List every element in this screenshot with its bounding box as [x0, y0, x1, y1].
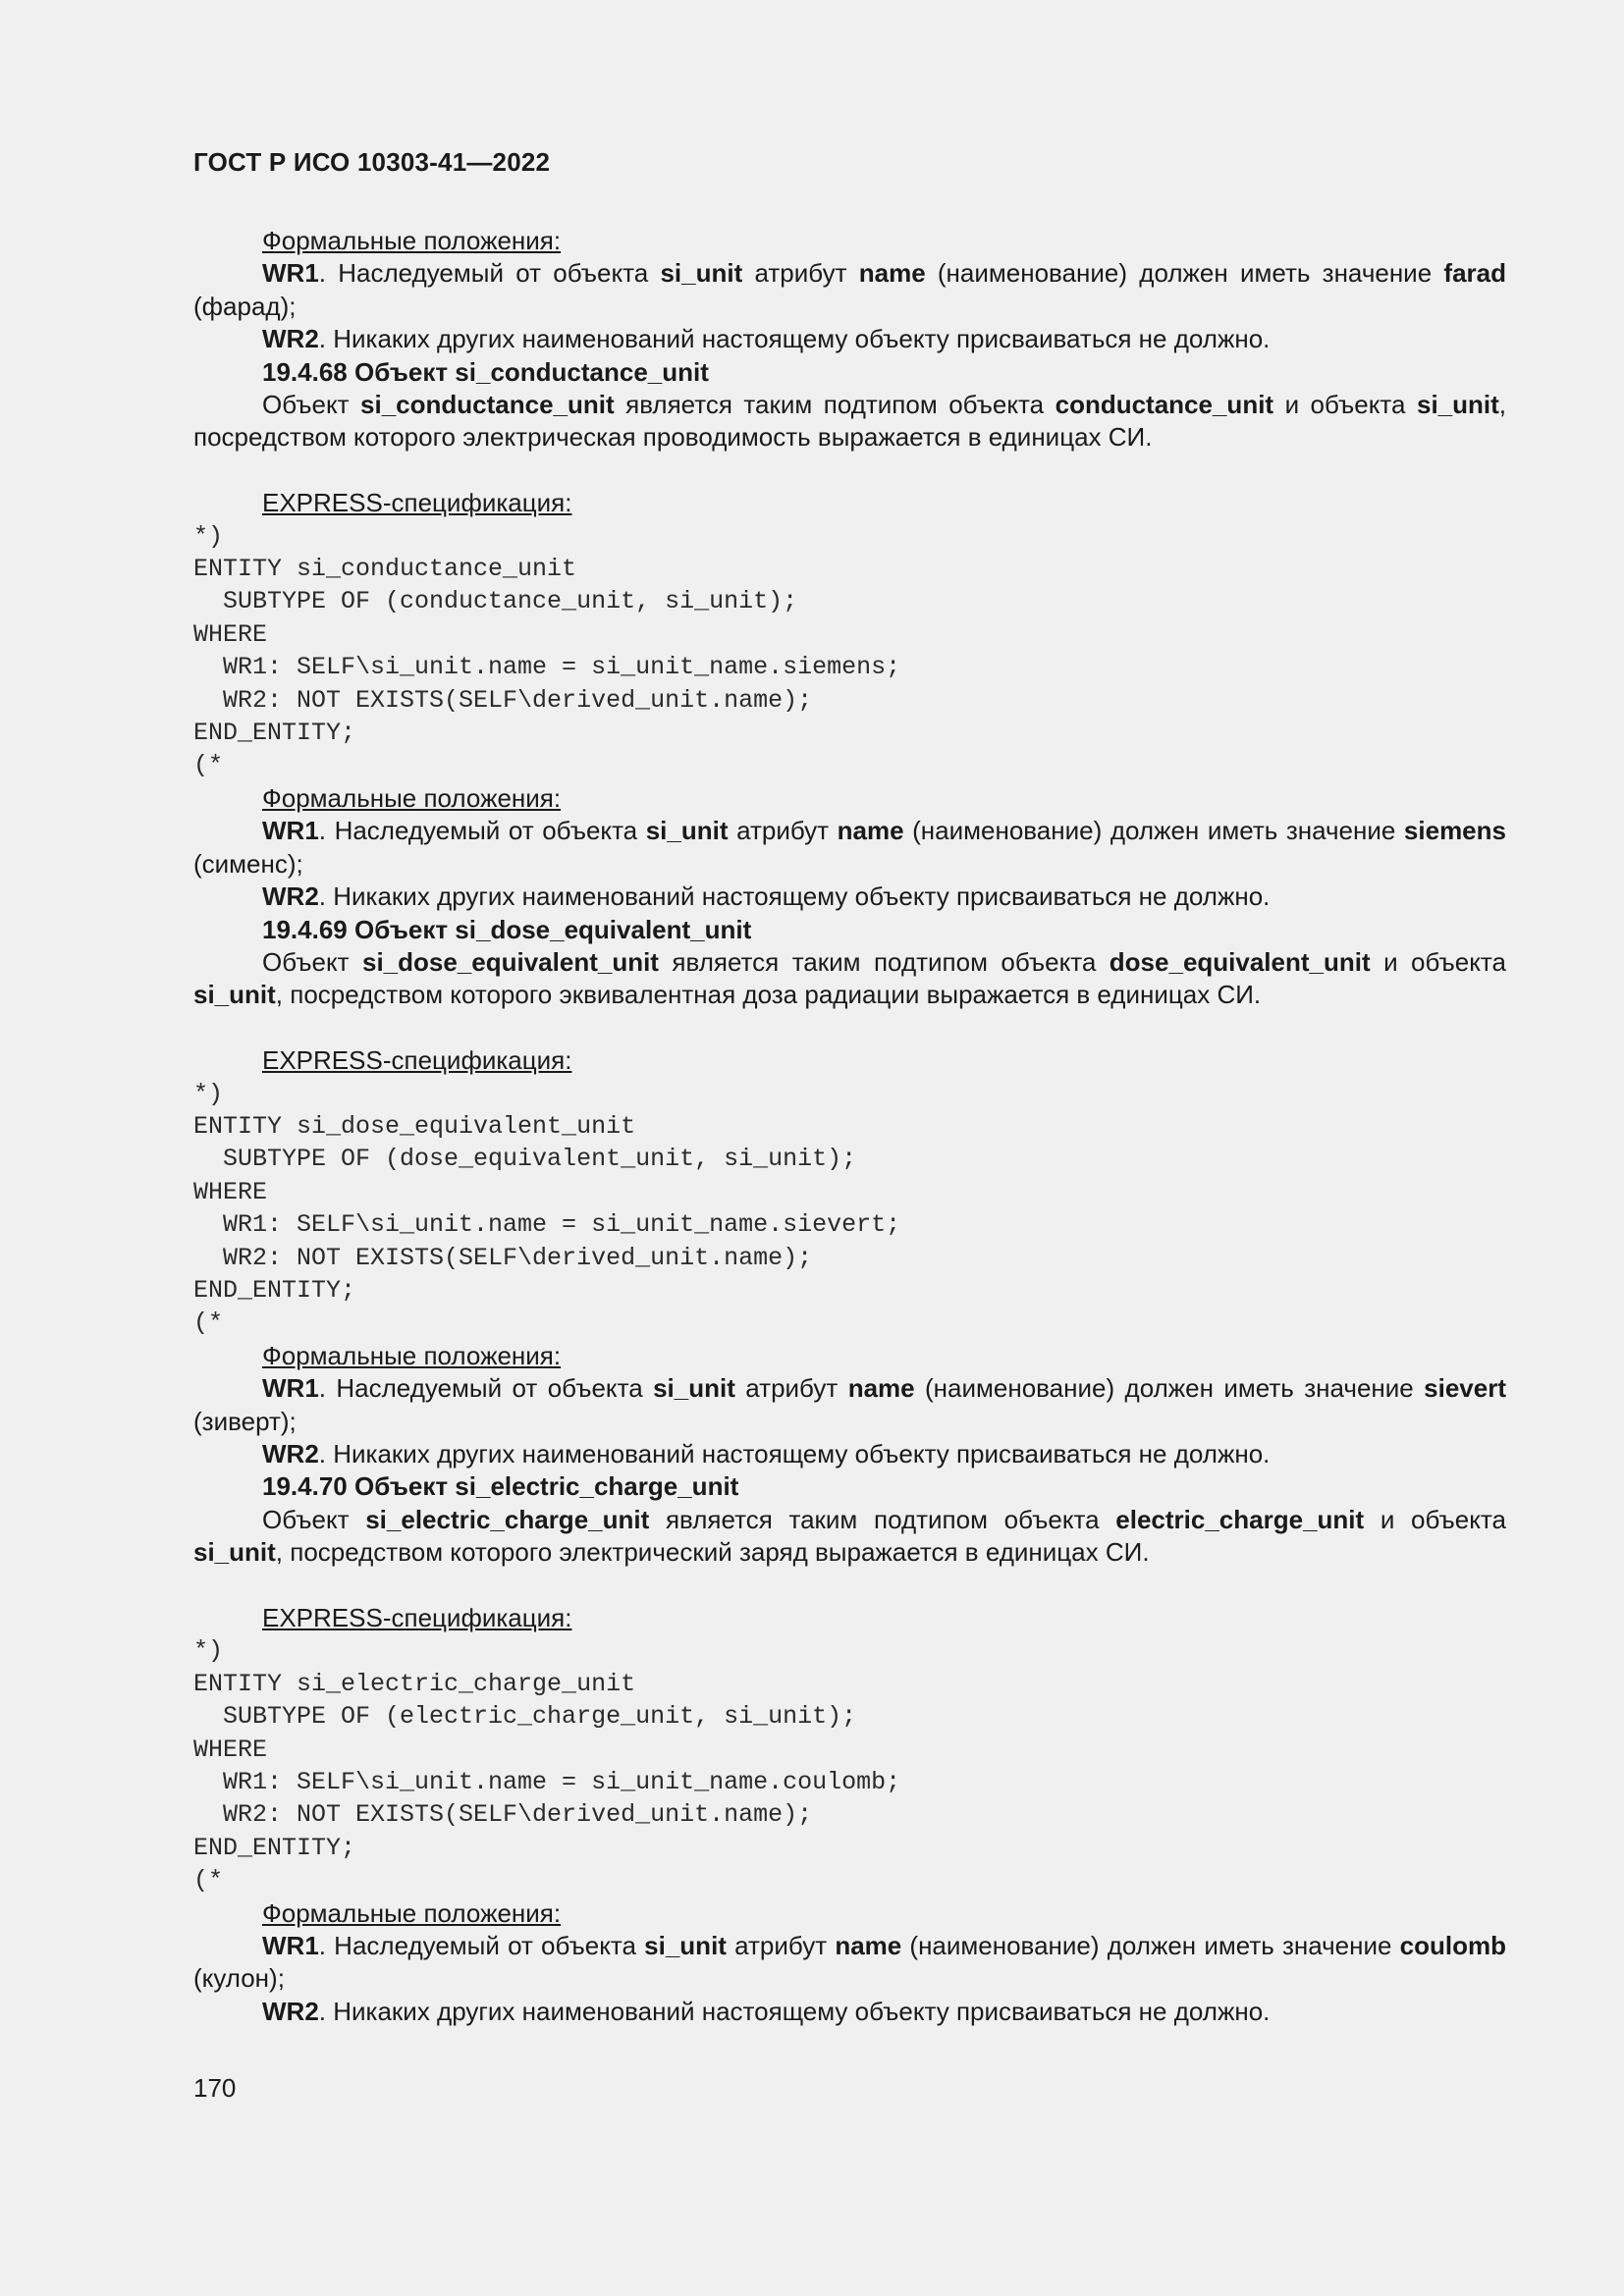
document-header: ГОСТ Р ИСО 10303-41—2022: [193, 147, 551, 177]
section-heading: 19.4.69 Объект si_dose_equivalent_unit: [262, 914, 752, 944]
express-spec-label: EXPRESS-спецификация:: [262, 488, 572, 518]
wr1-rule: WR1. Наследуемый от объекта si_unit атрибут name (наименование) должен иметь значение sievert (зиверт);: [193, 1373, 1506, 1436]
section-description: Объект si_electric_charge_unit является таким подтипом объекта electric_charge_unit и объекта si_unit, посредством которого электрический заряд выражается в единицах СИ.: [193, 1504, 1506, 1568]
code-open-comment: *): [193, 1079, 224, 1108]
section-description: Объект si_dose_equivalent_unit является таким подтипом объекта dose_equivalent_unit и объекта si_unit, посредством которого эквивалентная доза радиации выражается в единицах СИ.: [193, 946, 1506, 1010]
code-close-comment: (*: [193, 1866, 224, 1896]
express-code-block: ENTITY si_conductance_unit SUBTYPE OF (conductance_unit, si_unit); WHERE WR1: SELF\si_unit.name = si_unit_name.siemens; WR2: NOT EXISTS(SELF\derived_unit.name); END_ENTITY;: [193, 555, 901, 748]
wr1-rule: WR1. Наследуемый от объекта si_unit атрибут name (наименование) должен иметь значение coulomb (кулон);: [193, 1931, 1506, 1994]
section-heading: 19.4.68 Объект si_conductance_unit: [262, 356, 709, 387]
formal-provisions-label: Формальные положения:: [262, 226, 562, 255]
formal-provisions-label: Формальные положения:: [262, 782, 562, 813]
express-code-block: ENTITY si_electric_charge_unit SUBTYPE OF (electric_charge_unit, si_unit); WHERE WR1: SELF\si_unit.name = si_unit_name.coulomb; WR2: NOT EXISTS(SELF\derived_unit.name); END_ENTITY;: [193, 1669, 901, 1862]
wr2-rule: WR2. Никаких других наименований настоящему объекту присваиваться не должно.: [262, 881, 1271, 912]
express-code-block: ENTITY si_dose_equivalent_unit SUBTYPE OF (dose_equivalent_unit, si_unit); WHERE WR1: SELF\si_unit.name = si_unit_name.sievert; WR2: NOT EXISTS(SELF\derived_unit.name); END_ENTITY;: [193, 1111, 901, 1305]
express-spec-label: EXPRESS-спецификация:: [262, 1603, 572, 1633]
wr1-rule: WR1. Наследуемый от объекта si_unit атрибут name (наименование) должен иметь значение siemens (сименс);: [193, 816, 1506, 879]
formal-provisions-label: Формальные положения:: [262, 1897, 562, 1928]
page-body: [193, 225, 1506, 2028]
section-heading: 19.4.70 Объект si_electric_charge_unit: [262, 1471, 739, 1502]
code-close-comment: (*: [193, 751, 224, 780]
express-spec-label: EXPRESS-спецификация:: [262, 1045, 572, 1076]
wr2-rule: WR2. Никаких других наименований настоящему объекту присваиваться не должно.: [262, 1996, 1271, 2026]
wr1-rule: WR1. Наследуемый от объекта si_unit атрибут name (наименование) должен иметь значение farad (фарад);: [193, 258, 1506, 321]
code-open-comment: *): [193, 1636, 224, 1666]
wr2-rule: WR2. Никаких других наименований настоящему объекту присваиваться не должно.: [262, 1439, 1271, 1468]
page-number: 170: [193, 2073, 237, 2103]
formal-provisions-label: Формальные положения:: [262, 1340, 562, 1370]
wr2-rule: WR2. Никаких других наименований настоящему объекту присваиваться не должно.: [262, 324, 1271, 354]
code-open-comment: *): [193, 521, 224, 551]
section-description: Объект si_conductance_unit является таким подтипом объекта conductance_unit и объекта si_unit, посредством которого электрическая проводимость выражается в единицах СИ.: [193, 390, 1507, 453]
code-close-comment: (*: [193, 1308, 224, 1338]
